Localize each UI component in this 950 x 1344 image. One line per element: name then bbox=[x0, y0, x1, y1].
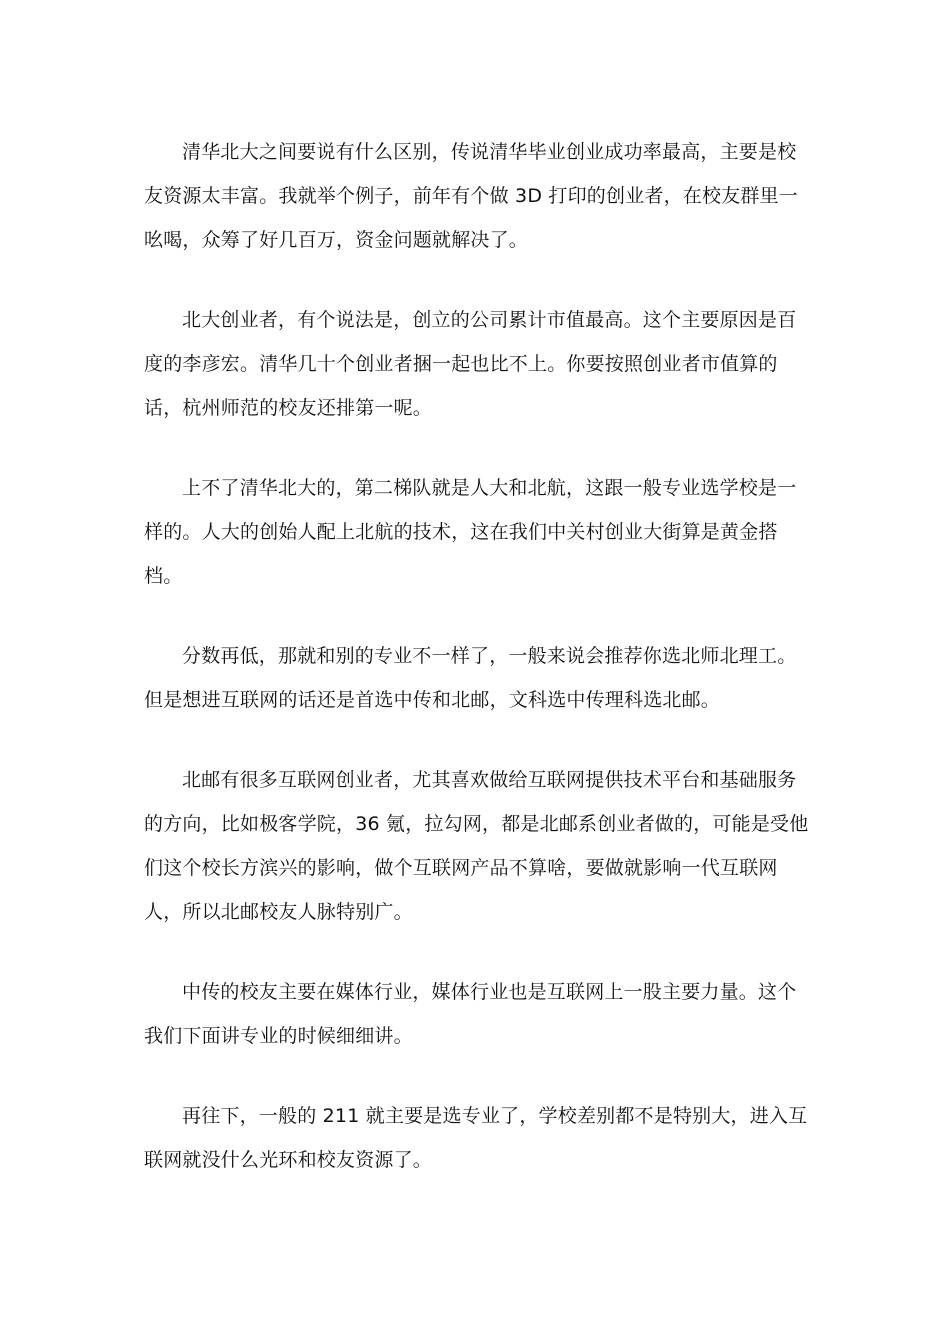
paragraph-5: 北邮有很多互联网创业者，尤其喜欢做给互联网提供技术平台和基础服务的方向，比如极客学院，36 氪，拉勾网，都是北邮系创业者做的，可能是受他们这个校长方滨兴的影响，做个互联网产品不算啥，要做就影响一代互联网人，所以北邮校友人脉特别广。 bbox=[144, 769, 809, 923]
paragraph-6: 中传的校友主要在媒体行业，媒体行业也是互联网上一股主要力量。这个我们下面讲专业的时候细细讲。 bbox=[144, 981, 797, 1047]
paragraph-7: 再往下，一般的 211 就主要是选专业了，学校差别都不是特别大，进入互联网就没什么光环和校友资源了。 bbox=[144, 1105, 808, 1171]
paragraph-1: 清华北大之间要说有什么区别，传说清华毕业创业成功率最高，主要是校友资源太丰富。我就举个例子，前年有个做 3D 打印的创业者，在校友群里一吆喝，众筹了好几百万，资金问题就解决了。 bbox=[144, 141, 798, 251]
paragraph-3: 上不了清华北大的，第二梯队就是人大和北航，这跟一般专业选学校是一样的。人大的创始人配上北航的技术，这在我们中关村创业大街算是黄金搭档。 bbox=[144, 477, 797, 587]
paragraph-2: 北大创业者，有个说法是，创立的公司累计市值最高。这个主要原因是百度的李彦宏。清华几十个创业者捆一起也比不上。你要按照创业者市值算的话，杭州师范的校友还排第一呢。 bbox=[144, 309, 797, 419]
document-body bbox=[144, 130, 814, 1182]
paragraph-4: 分数再低，那就和别的专业不一样了，一般来说会推荐你选北师北理工。但是想进互联网的话还是首选中传和北邮，文科选中传理科选北邮。 bbox=[144, 645, 797, 711]
